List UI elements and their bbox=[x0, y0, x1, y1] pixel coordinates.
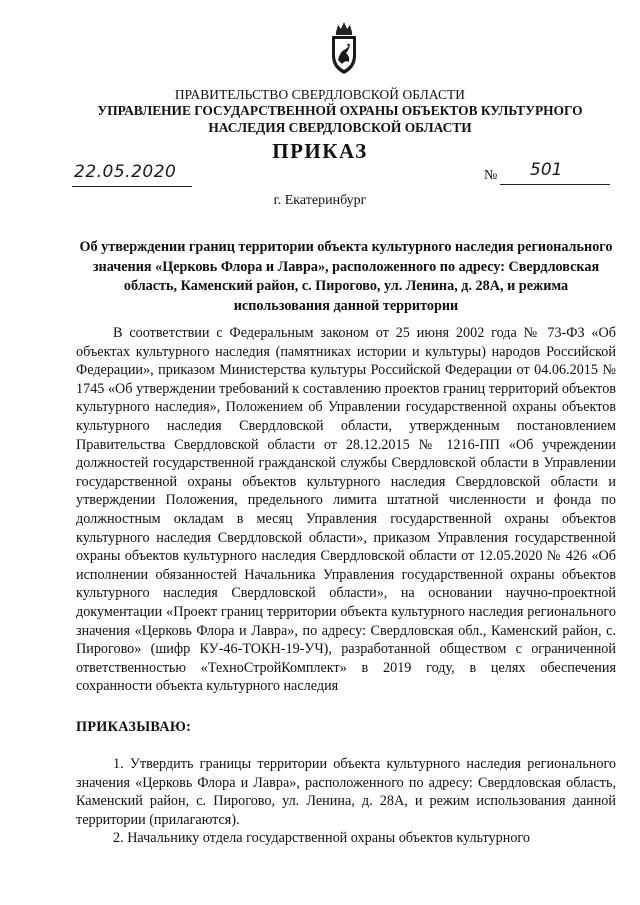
city-line: г. Екатеринбург bbox=[273, 193, 367, 208]
preamble-paragraph: В соответствии с Федеральным законом от 25 июня 2002 года № 73-ФЗ «Об объектах культурного наследия (памятниках истории и культуры) народов Российской Федерации», приказом Министерства культуры Российской Федерации от 04.06.2015 № 1745 «Об утверждении требований к составлению проектов границ территорий объектов культурного наследия», Положением об Управлении государственной охраны объектов культурного наследия Свердловской области, утвержденным постановлением Правительства Свердловской области от 28.12.2015 № 1216-ПП «Об учреждении должностей государственной гражданской службы Свердловской области в Управлении государственной охраны объектов культурного наследия Свердловской области и утверждении Положения, предельного лимита штатной численности и фонда по должностным окладам в месяц Управления государственной охраны объектов культурного наследия Свердловской области», приказом Управления государственной охраны объектов культурного наследия Свердловской области от 12.05.2020 № 426 «Об исполнении обязанностей Начальника Управления государственной охраны объектов культурного наследия Свердловской области», на основании научно-проектной документации «Проект границ территории объекта культурного наследия регионального значения «Церковь Флора и Лавра», по адресу: Свердловская обл., Каменский район, с. Пирогово» (шифр КУ-46-ТОКН-19-УЧ), разработанной обществом с ограниченной ответственностью «ТехноСтройКомплект» в 2019 году, в целях обеспечения сохранности объекта культурного наследия bbox=[76, 325, 616, 695]
decree-word: ПРИКАЗЫВАЮ: bbox=[76, 719, 192, 735]
date-field bbox=[72, 162, 192, 187]
list-item: 2. Начальнику отдела государственной охраны объектов культурного bbox=[113, 830, 530, 846]
handwritten-number: 501 bbox=[530, 160, 563, 180]
number-field bbox=[500, 160, 610, 185]
document-type-title: ПРИКАЗ bbox=[272, 139, 368, 163]
list-item: 1. Утвердить границы территории объекта культурного наследия регионального значения «Церковь Флора и Лавра», расположенного по адресу: Свердловская область, Каменский район, с. Пирогово, ул. Ленина, д. 28А, и режим использования данной территории (прилагаются). bbox=[76, 756, 616, 828]
department-heading: УПРАВЛЕНИЕ ГОСУДАРСТВЕННОЙ ОХРАНЫ ОБЪЕКТОВ КУЛЬТУРНОГО НАСЛЕДИЯ СВЕРДЛОВСКОЙ ОБЛАСТИ bbox=[97, 103, 583, 135]
government-heading: ПРАВИТЕЛЬСТВО СВЕРДЛОВСКОЙ ОБЛАСТИ bbox=[174, 87, 466, 102]
handwritten-date: 22.05.2020 bbox=[74, 162, 177, 182]
order-subject: Об утверждении границ территории объекта культурного наследия регионального значения «Церковь Флора и Лавра», расположенного по адресу: Свердловская область, Каменский район, с. Пирогово, ул. Ленина, д. 28А, и режима использования данной территории bbox=[79, 239, 613, 314]
coat-of-arms-icon bbox=[328, 20, 360, 76]
number-label: № bbox=[484, 168, 498, 183]
